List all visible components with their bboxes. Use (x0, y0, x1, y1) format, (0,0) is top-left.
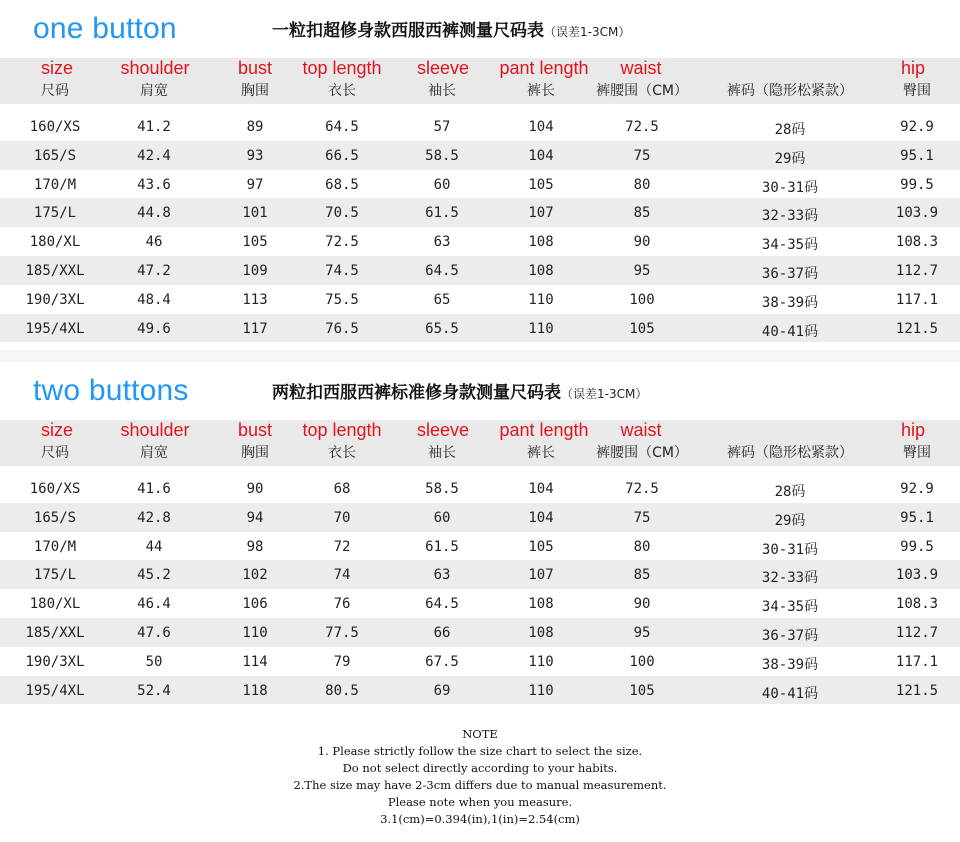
table-cell: 105 (528, 176, 554, 193)
table-row (0, 618, 960, 647)
table-cell: 100 (629, 291, 655, 308)
table-cell: 57 (433, 119, 451, 135)
table-cell: 104 (528, 481, 554, 497)
table-cell: 29码 (774, 150, 806, 167)
section-title-text: 两粒扣西服西裤标准修身款测量尺码表 (272, 383, 561, 403)
table-cell: 104 (528, 509, 554, 526)
table-cell: 68.5 (325, 176, 359, 193)
table-row (0, 532, 960, 561)
table-cell: 107 (528, 567, 554, 584)
table-cell: 180/XL (29, 234, 81, 251)
table-cell: 100 (629, 653, 655, 670)
column-header-en: sleeve (416, 58, 470, 78)
size-table-one-button (0, 0, 960, 342)
section-title (272, 16, 630, 41)
column-header-zh: 衣长 (328, 445, 356, 461)
table-cell: 66.5 (325, 147, 359, 164)
table-cell: 30-31码 (761, 541, 819, 558)
column-header-en: hip (900, 420, 926, 440)
table-cell: 76.5 (325, 320, 359, 337)
table-cell: 90 (633, 234, 651, 251)
table-cell: 60 (433, 176, 451, 193)
table-row (0, 112, 960, 141)
table-cell: 110 (528, 653, 554, 670)
size-table-two-buttons (0, 362, 960, 704)
column-header-en: waist (620, 420, 662, 440)
table-cell: 112.7 (895, 262, 939, 279)
table-row (0, 474, 960, 503)
table-row (0, 314, 960, 343)
section-title (272, 378, 647, 403)
table-cell: 68 (333, 481, 351, 497)
section-title-text: 一粒扣超修身款西服西裤测量尺码表 (272, 21, 544, 41)
table-cell: 49.6 (137, 320, 171, 337)
table-cell: 92.9 (900, 119, 934, 135)
table-cell: 90 (246, 481, 264, 497)
table-cell: 75.5 (325, 291, 359, 308)
table-cell: 104 (528, 119, 554, 135)
column-header-en: size (40, 58, 74, 78)
table-cell: 110 (242, 624, 268, 641)
table-cell: 92.9 (900, 481, 934, 497)
table-cell: 85 (633, 205, 651, 222)
column-header-en: shoulder (120, 420, 190, 440)
table-cell: 28码 (774, 122, 806, 138)
table-cell: 69 (433, 682, 451, 699)
table-cell: 106 (242, 596, 268, 613)
table-cell: 34-35码 (761, 599, 819, 616)
table-cell: 99.5 (900, 538, 934, 555)
table-cell: 180/XL (29, 596, 81, 613)
table-cell: 45.2 (137, 567, 171, 584)
table-cell: 109 (242, 262, 268, 279)
column-header-zh: 胸围 (241, 445, 269, 461)
table-cell: 103.9 (895, 567, 939, 584)
table-cell: 47.6 (137, 624, 171, 641)
table-cell: 80.5 (325, 682, 359, 699)
table-row (0, 560, 960, 589)
table-cell: 41.2 (137, 119, 171, 135)
table-cell: 185/XXL (25, 262, 85, 279)
table-cell: 102 (242, 567, 268, 584)
column-header-zh: 裤腰围（CM） (596, 83, 688, 99)
table-cell: 43.6 (137, 176, 171, 193)
column-header-zh: 胸围 (241, 83, 269, 99)
table-cell: 110 (528, 291, 554, 308)
table-cell: 95.1 (900, 147, 934, 164)
table-cell: 185/XXL (25, 624, 85, 641)
table-cell: 113 (242, 291, 268, 308)
table-row (0, 503, 960, 532)
table-cell: 32-33码 (761, 570, 819, 587)
table-cell: 70 (333, 509, 351, 526)
column-header-en: size (40, 420, 74, 440)
table-cell: 160/XS (29, 481, 81, 497)
table-cell: 38-39码 (761, 656, 819, 673)
note-line: 1. Please strictly follow the size chart to select the size. (317, 744, 643, 758)
column-header-zh: 裤腰围（CM） (596, 445, 688, 461)
table-cell: 121.5 (895, 320, 939, 337)
table-cell: 63 (433, 567, 451, 584)
section-header (0, 0, 960, 58)
table-cell: 36-37码 (761, 627, 819, 644)
column-header-en: pant length (499, 58, 589, 78)
column-header-en: hip (900, 58, 926, 78)
column-header-row (0, 420, 960, 466)
table-row (0, 647, 960, 676)
table-cell: 75 (633, 147, 651, 164)
table-cell: 90 (633, 596, 651, 613)
table-cell: 175/L (33, 567, 77, 584)
column-header-en: shoulder (120, 58, 190, 78)
column-header-en: pant length (499, 420, 589, 440)
table-cell: 195/4XL (25, 682, 85, 699)
table-cell: 61.5 (425, 538, 459, 555)
table-cell: 107 (528, 205, 554, 222)
column-header-zh: 尺码 (41, 445, 69, 461)
table-cell: 93 (246, 147, 264, 164)
table-cell: 105 (242, 234, 268, 251)
table-cell: 79 (333, 653, 351, 670)
table-cell: 105 (629, 320, 655, 337)
column-header-zh: 臀围 (903, 445, 931, 461)
table-cell: 72.5 (625, 481, 659, 497)
table-cell: 65 (433, 291, 451, 308)
table-cell: 160/XS (29, 119, 81, 135)
table-cell: 74 (333, 567, 351, 584)
table-cell: 98 (246, 538, 264, 555)
note-title: NOTE (462, 727, 498, 741)
note-line: 3.1(cm)=0.394(in),1(in)=2.54(cm) (380, 812, 580, 826)
table-cell: 48.4 (137, 291, 171, 308)
column-header-zh: 臀围 (903, 83, 931, 99)
table-cell: 165/S (33, 509, 77, 526)
table-cell: 44 (145, 538, 163, 555)
table-cell: 110 (528, 682, 554, 699)
table-cell: 114 (242, 653, 268, 670)
column-header-zh: 袖长 (428, 83, 456, 99)
table-cell: 108 (528, 262, 554, 279)
column-header-en: bust (237, 58, 273, 78)
table-cell: 85 (633, 567, 651, 584)
table-cell: 110 (528, 320, 554, 337)
column-header-zh: 裤长 (527, 445, 555, 461)
column-header-en: bust (237, 420, 273, 440)
table-row (0, 256, 960, 285)
table-cell: 117 (242, 320, 268, 337)
table-cell: 97 (246, 176, 264, 193)
table-cell: 61.5 (425, 205, 459, 222)
section-divider (0, 350, 960, 362)
table-cell: 67.5 (425, 653, 459, 670)
size-note (0, 726, 960, 828)
table-cell: 34-35码 (761, 237, 819, 254)
table-cell: 76 (333, 596, 351, 613)
table-cell: 103.9 (895, 205, 939, 222)
table-cell: 165/S (33, 147, 77, 164)
table-cell: 99.5 (900, 176, 934, 193)
table-cell: 32-33码 (761, 208, 819, 225)
table-cell: 112.7 (895, 624, 939, 641)
table-cell: 80 (633, 176, 651, 193)
table-cell: 108 (528, 234, 554, 251)
column-header-zh: 裤码（隐形松紧款） (727, 83, 853, 99)
table-cell: 72.5 (625, 119, 659, 135)
table-cell: 104 (528, 147, 554, 164)
table-cell: 52.4 (137, 682, 171, 699)
table-cell: 40-41码 (761, 323, 819, 340)
table-cell: 60 (433, 509, 451, 526)
table-cell: 40-41码 (761, 685, 819, 702)
table-cell: 46 (145, 234, 163, 251)
table-cell: 30-31码 (761, 179, 819, 196)
section-title-note: （误差1-3CM） (544, 25, 631, 39)
table-row (0, 676, 960, 705)
table-cell: 95 (633, 262, 651, 279)
table-cell: 195/4XL (25, 320, 85, 337)
column-header-zh: 裤长 (527, 83, 555, 99)
table-cell: 42.8 (137, 509, 171, 526)
table-row (0, 589, 960, 618)
table-cell: 41.6 (137, 481, 171, 497)
table-cell: 94 (246, 509, 264, 526)
table-cell: 66 (433, 624, 451, 641)
table-cell: 170/M (33, 538, 77, 555)
table-cell: 101 (242, 205, 268, 222)
table-cell: 42.4 (137, 147, 171, 164)
column-header-zh: 袖长 (428, 445, 456, 461)
section-label: one button (33, 12, 177, 45)
table-cell: 74.5 (325, 262, 359, 279)
note-line: 2.The size may have 2-3cm differs due to manual measurement. (293, 778, 667, 792)
column-header-zh: 裤码（隐形松紧款） (727, 445, 853, 461)
table-cell: 108 (528, 624, 554, 641)
table-cell: 190/3XL (25, 291, 85, 308)
column-header-en: sleeve (416, 420, 470, 440)
column-header-zh: 衣长 (328, 83, 356, 99)
table-cell: 105 (629, 682, 655, 699)
table-cell: 38-39码 (761, 294, 819, 311)
table-cell: 64.5 (325, 119, 359, 135)
table-row (0, 170, 960, 199)
table-cell: 170/M (33, 176, 77, 193)
note-line: Please note when you measure. (387, 795, 573, 809)
table-cell: 89 (246, 119, 264, 135)
section-label: two buttons (33, 374, 189, 407)
table-cell: 175/L (33, 205, 77, 222)
table-cell: 80 (633, 538, 651, 555)
table-cell: 95 (633, 624, 651, 641)
table-cell: 118 (242, 682, 268, 699)
table-cell: 70.5 (325, 205, 359, 222)
table-cell: 95.1 (900, 509, 934, 526)
table-cell: 121.5 (895, 682, 939, 699)
column-header-en: top length (302, 420, 382, 440)
column-header-en: waist (620, 58, 662, 78)
column-header-zh: 肩宽 (140, 445, 168, 461)
table-cell: 108.3 (895, 596, 939, 613)
table-cell: 72 (333, 538, 351, 555)
table-cell: 65.5 (425, 320, 459, 337)
table-row (0, 198, 960, 227)
column-header-en: top length (302, 58, 382, 78)
table-cell: 58.5 (425, 147, 459, 164)
column-header-zh: 尺码 (41, 83, 69, 99)
column-header-zh: 肩宽 (140, 83, 168, 99)
note-line: Do not select directly according to your habits. (342, 761, 618, 775)
section-header (0, 362, 960, 420)
table-cell: 64.5 (425, 596, 459, 613)
table-row (0, 141, 960, 170)
table-row (0, 227, 960, 256)
section-title-note: （误差1-3CM） (561, 387, 648, 401)
table-cell: 190/3XL (25, 653, 85, 670)
table-cell: 77.5 (325, 624, 359, 641)
table-cell: 29码 (774, 512, 806, 529)
table-cell: 64.5 (425, 262, 459, 279)
table-cell: 108.3 (895, 234, 939, 251)
table-cell: 75 (633, 509, 651, 526)
table-cell: 58.5 (425, 481, 459, 497)
table-cell: 72.5 (325, 234, 359, 251)
table-cell: 105 (528, 538, 554, 555)
column-header-row (0, 58, 960, 104)
table-cell: 28码 (774, 484, 806, 500)
table-cell: 46.4 (137, 596, 171, 613)
table-cell: 47.2 (137, 262, 171, 279)
table-cell: 117.1 (895, 291, 939, 308)
table-cell: 108 (528, 596, 554, 613)
table-cell: 36-37码 (761, 265, 819, 282)
table-cell: 63 (433, 234, 451, 251)
table-cell: 44.8 (137, 205, 171, 222)
table-row (0, 285, 960, 314)
table-cell: 117.1 (895, 653, 939, 670)
table-cell: 50 (145, 653, 163, 670)
